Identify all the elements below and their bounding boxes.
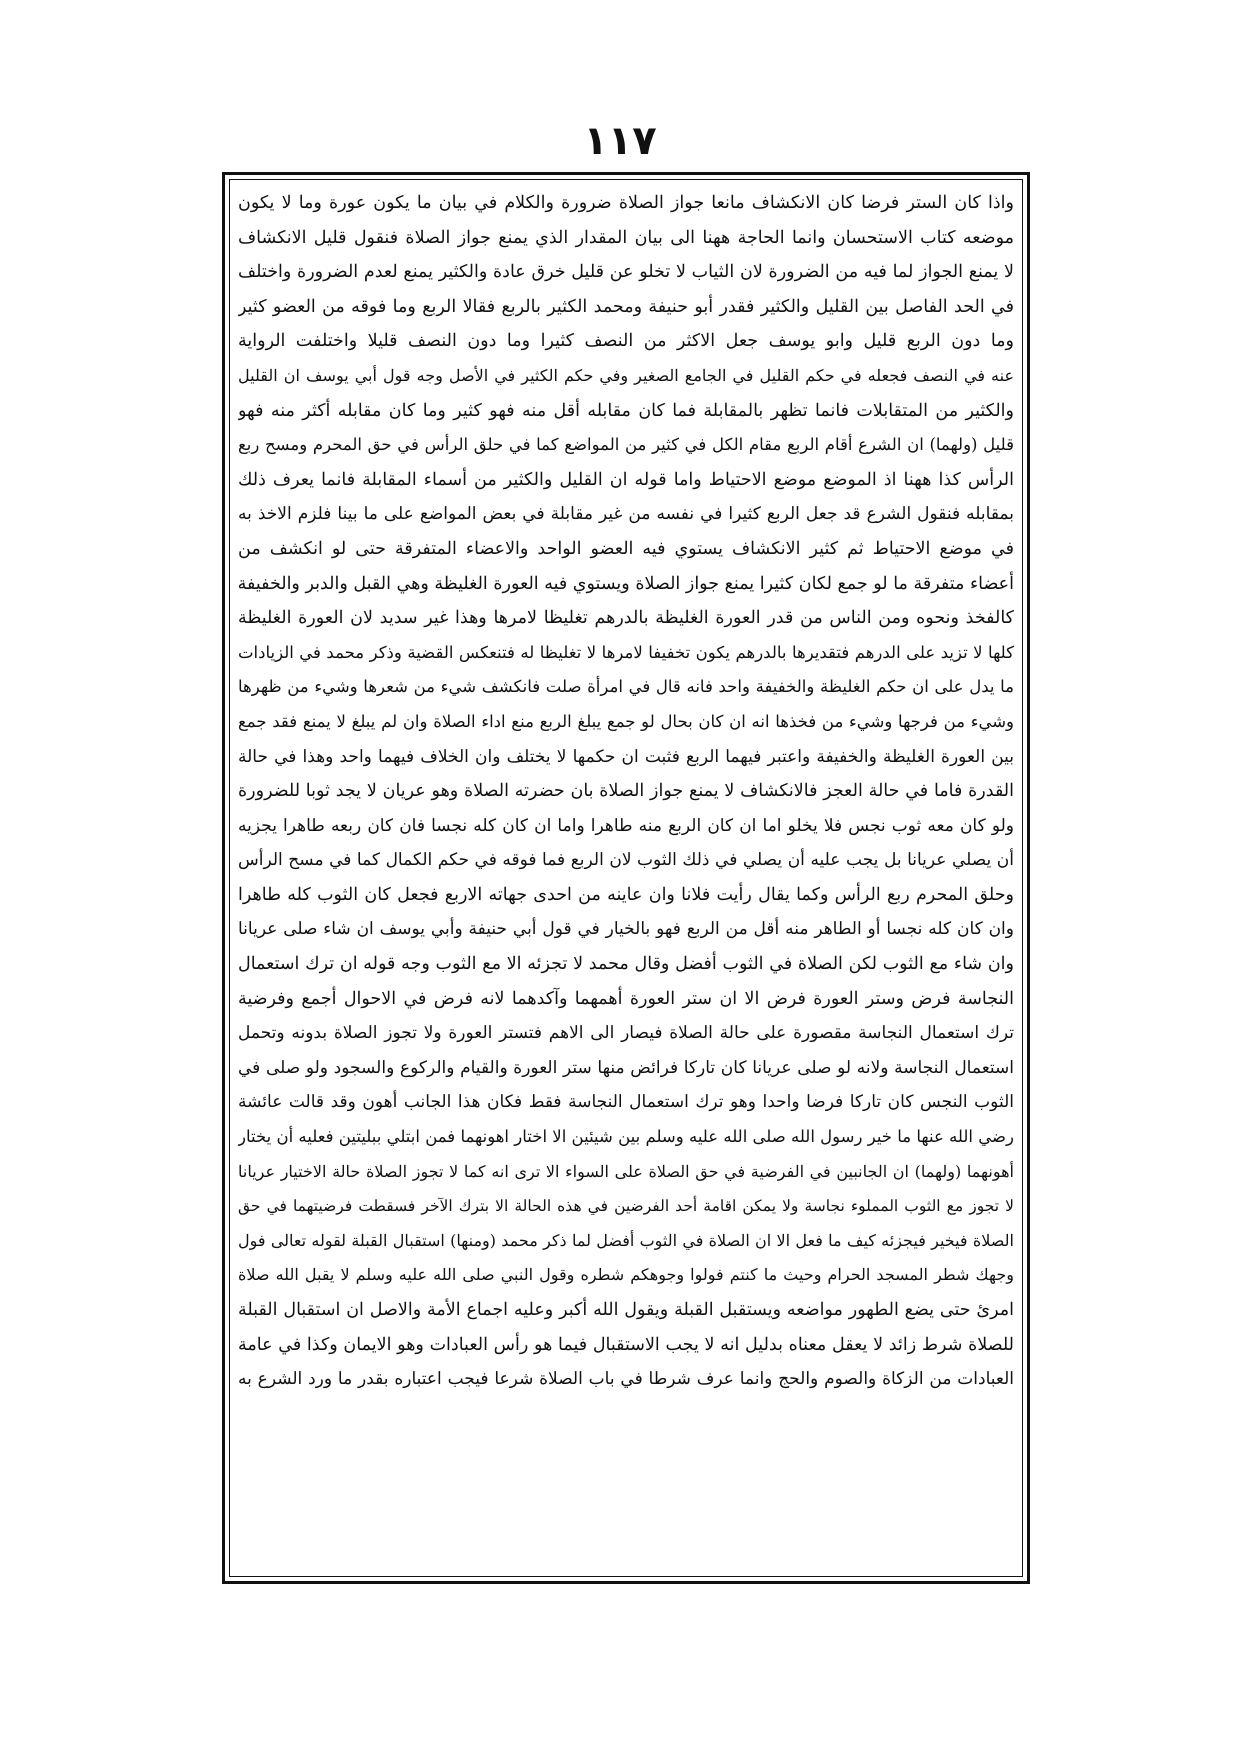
text-line: ما يدل على ان حكم الغليظة والخفيفة واحد فانه قال في امرأة صلت فانكشف شيء من شعرها وشيء من ظهرها xyxy=(238,677,1014,697)
text-line: للصلاة شرط زائد لا يعقل معناه بدليل انه لا يجب الاستقبال فيما هو رأس العبادات وهو الايمان وكذا في عامة xyxy=(238,1334,1014,1355)
page-number: ١١٧ xyxy=(583,118,657,164)
text-line: موضعه كتاب الاستحسان وانما الحاجة ههنا الى بيان المقدار الذي يمنع جواز الصلاة فنقول قليل الانكشاف xyxy=(238,227,1014,248)
text-line: وان شاء مع الثوب لكن الصلاة في الثوب أفضل وقال محمد لا تجزئه الا مع الثوب وجه قوله ان ترك استعمال xyxy=(238,954,1014,975)
text-line: عنه في النصف فجعله في حكم القليل في الجامع الصغير وفي حكم الكثير في الأصل وجه قول أبي يوسف ان القليل xyxy=(238,365,1014,385)
text-line: وجهك شطر المسجد الحرام وحيث ما كنتم فولوا وجوهكم شطره وقول النبي صلى الله عليه وسلم لا يقبل الله صلاة xyxy=(238,1265,1014,1285)
text-line: لا يمنع الجواز لما فيه من الضرورة لان الثياب لا تخلو عن قليل خرق عادة والكثير يمنع لعدم الضرورة واختلف xyxy=(238,262,1014,283)
text-line: واذا كان الستر فرضا كان الانكشاف مانعا جواز الصلاة ضرورة والكلام في بيان ما يكون عورة وما لا يكون xyxy=(238,193,1014,213)
text-line: وحلق المحرم ربع الرأس وكما يقال رأيت فلانا وان عاينه من احدى جهاته الاربع فجعل كان الثوب كله طاهرا xyxy=(238,884,1014,905)
text-line: أعضاء متفرقة ما لو جمع لكان كثيرا يمنع جواز الصلاة ويستوي فيه العورة الغليظة وهي القبل والدبر والخفيفة xyxy=(238,573,1014,594)
text-line: في الحد الفاصل بين القليل والكثير فقدر أبو حنيفة ومحمد الكثير بالربع فقالا الربع وما فوقه من العضو كثير xyxy=(238,296,1014,317)
text-line: والكثير من المتقابلات فانما تظهر بالمقابلة فما كان مقابله أقل منه فهو كثير وما كان مقابله أكثر منه فهو xyxy=(238,400,1014,421)
text-line: قليل (ولهما) ان الشرع أقام الربع مقام الكل في كثير من المواضع كما في حلق الرأس في حق المحرم ومسح ربع xyxy=(238,435,1014,455)
text-line: أهونهما (ولهما) ان الجانبين في الفرضية في حق الصلاة على السواء الا ترى انه كما لا تجوز الصلاة حالة الاختيار عريانا xyxy=(238,1161,1014,1181)
text-line: الصلاة فيخير فيجزئه كيف ما فعل الا ان الصلاة في الثوب أفضل لما ذكر محمد (ومنها) استقبال القبلة لقوله تعالى فول xyxy=(238,1230,1014,1250)
text-line: بمقابله فنقول الشرع قد جعل الربع كثيرا في نفسه من غير مقابلة في بعض المواضع على ما بينا فلزم الاخذ به xyxy=(238,504,1014,525)
text-body xyxy=(238,186,1014,1572)
text-line: ترك استعمال النجاسة مقصورة على حالة الصلاة فيصار الى الاهم فتستر العورة ولا تجوز الصلاة بدونه وتحمل xyxy=(238,1023,1014,1044)
text-line: وان كان كله نجسا أو الطاهر منه أقل من الربع فهو بالخيار في قول أبي حنيفة وأبي يوسف ان شاء صلى عريانا xyxy=(238,919,1014,940)
text-line: كلها لا تزيد على الدرهم فتقديرها بالدرهم يكون تخفيفا لامرها لا تغليظا له فتنعكس القضية وذكر محمد في الزيادات xyxy=(238,642,1014,662)
text-line: وما دون الربع قليل وابو يوسف جعل الاكثر من النصف كثيرا وما دون النصف قليلا واختلفت الرواية xyxy=(238,331,1014,352)
text-line: النجاسة فرض وستر العورة فرض الا ان ستر العورة أهمهما وآكدهما لانه فرض في الاحوال أجمع وفرضية xyxy=(238,988,1014,1009)
text-line: وشيء من فرجها وشيء من فخذها انه ان كان بحال لو جمع يبلغ الربع منع اداء الصلاة وان لم يبلغ لا يمنع فقد جمع xyxy=(238,711,1014,731)
text-line: كالفخذ ونحوه ومن الناس من قدر العورة الغليظة بالدرهم تغليظا لامرها وهذا غير سديد لان العورة الغليظة xyxy=(238,608,1014,629)
text-line: في موضع الاحتياط ثم كثير الانكشاف يستوي فيه العضو الواحد والاعضاء المتفرقة حتى لو انكشف من xyxy=(238,538,1014,559)
text-line: رضي الله عنها ما خير رسول الله صلى الله عليه وسلم بين شيئين الا اختار اهونهما فمن ابتلي ببليتين فعليه أن يختار xyxy=(238,1127,1014,1147)
text-line: لا تجوز مع الثوب المملوء نجاسة ولا يمكن اقامة أحد الفرضين في هذه الحالة الا بترك الآخر فسقطت فرضيتهما في حق xyxy=(238,1197,1014,1216)
text-line: القدرة فاما في حالة العجز فالانكشاف لا يمنع جواز الصلاة بان حضرته الصلاة وهو عريان لا يجد ثوبا للضرورة xyxy=(238,781,1014,802)
text-line: الرأس كذا ههنا اذ الموضع موضع الاحتياط واما قوله ان القليل والكثير من أسماء المقابلة فانما يعرف ذلك xyxy=(238,469,1014,490)
text-line: الثوب النجس كان تاركا فرضا واحدا وهو ترك استعمال النجاسة فقط فكان هذا الجانب أهون وقد قالت عائشة xyxy=(238,1092,1014,1113)
text-line: أن يصلي عريانا بل يجب عليه أن يصلي في ذلك الثوب لان الربع فما فوقه في حكم الكمال كما في مسح الرأس xyxy=(238,850,1014,871)
text-line: استعمال النجاسة ولانه لو صلى عريانا كان تاركا فرائض منها ستر العورة والقيام والركوع والسجود ولو صلى في xyxy=(238,1057,1014,1078)
text-line: ولو كان معه ثوب نجس فلا يخلو اما ان كان الربع منه طاهرا واما ان كان كله نجسا فان كان ربعه طاهرا يجزيه xyxy=(238,815,1014,836)
text-line: العبادات من الزكاة والصوم والحج وانما عرف شرطا في باب الصلاة شرعا فيجب اعتباره بقدر ما ورد الشرع به xyxy=(238,1369,1014,1390)
text-line: امرئ حتى يضع الطهور مواضعه ويستقبل القبلة ويقول الله أكبر وعليه اجماع الأمة والاصل ان استقبال القبلة xyxy=(238,1300,1014,1320)
text-line: بين العورة الغليظة والخفيفة واعتبر فيهما الربع فثبت ان حكمها لا يختلف وان الخلاف فيهما واحد وهذا في حالة xyxy=(238,746,1014,767)
